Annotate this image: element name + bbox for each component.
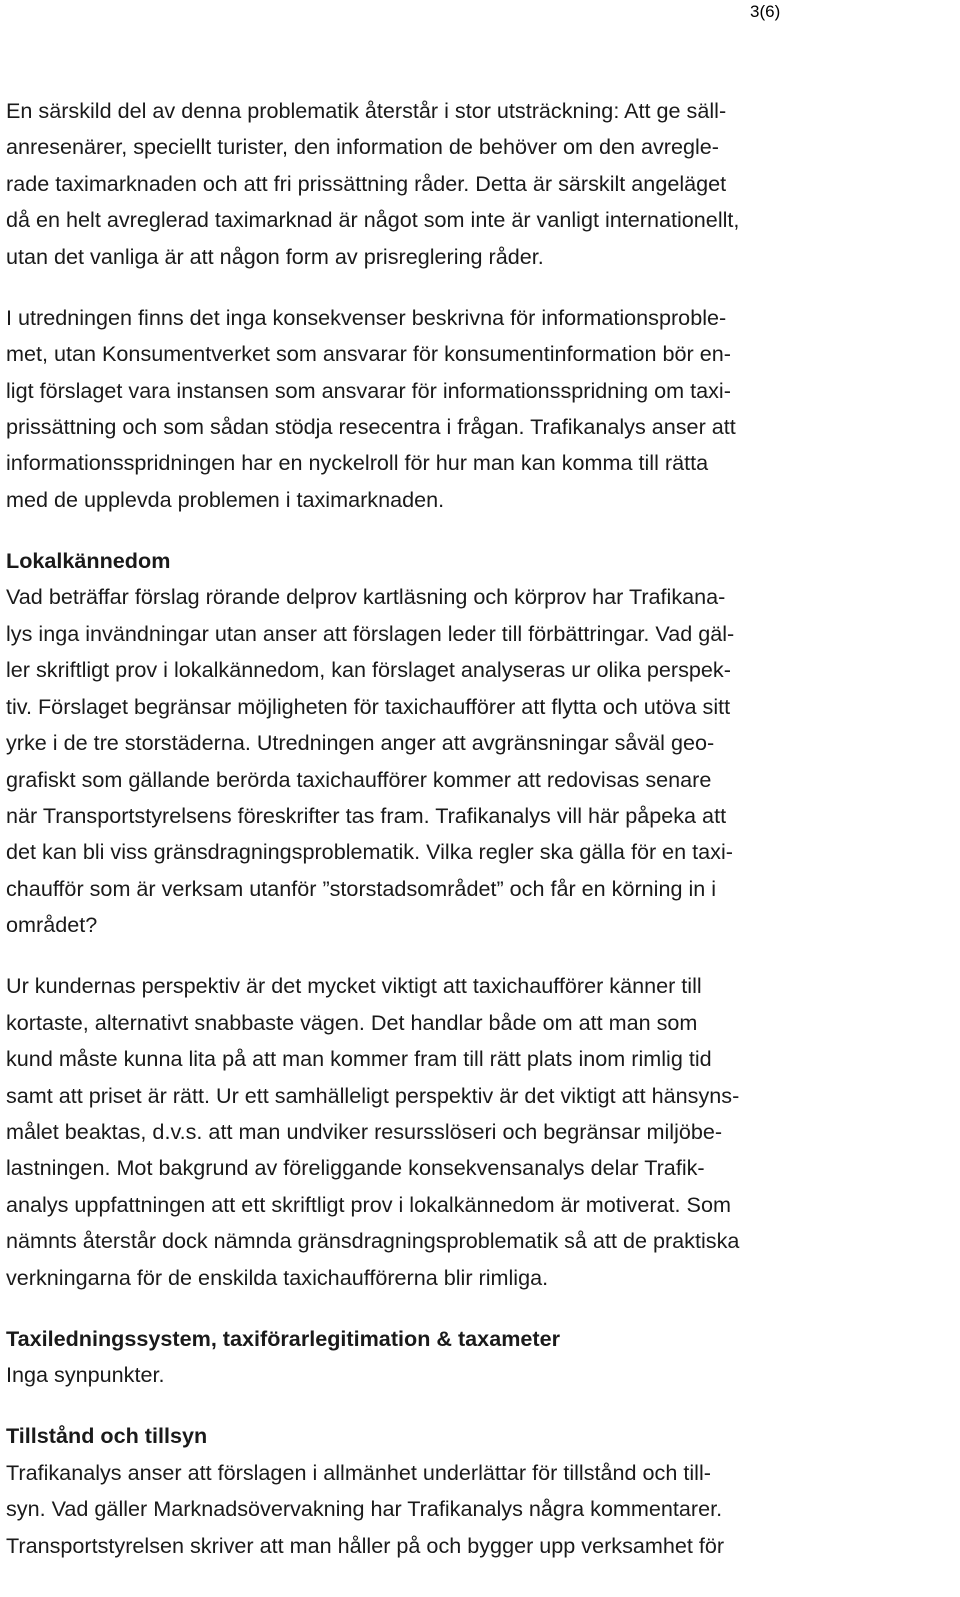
text-line: syn. Vad gäller Marknadsövervakning har Trafikanalys några kommentarer. bbox=[6, 1496, 723, 1522]
text-line: Transportstyrelsen skriver att man håller på och bygger upp verksamhet för bbox=[6, 1532, 725, 1558]
text-line: I utredningen finns det inga konsekvenser beskrivna för informationsproble- bbox=[6, 304, 727, 330]
text-line: Inga synpunkter. bbox=[6, 1362, 165, 1388]
text-line: Ur kundernas perspektiv är det mycket viktigt att taxichaufförer känner till bbox=[6, 973, 702, 999]
text-line: området? bbox=[6, 912, 98, 938]
text-line: Vad beträffar förslag rörande delprov kartläsning och körprov har Trafikana- bbox=[6, 584, 726, 610]
paragraph-information bbox=[6, 300, 941, 518]
text-line: grafiskt som gällande berörda taxichaufförer kommer att redovisas senare bbox=[6, 766, 712, 792]
paragraph-intro bbox=[6, 93, 941, 275]
paragraph-inga-synpunkter bbox=[6, 1357, 941, 1393]
text-line: kund måste kunna lita på att man kommer fram till rätt plats inom rimlig tid bbox=[6, 1046, 712, 1072]
text-line: verkningarna för de enskilda taxichaufförerna blir rimliga. bbox=[6, 1264, 549, 1290]
section-heading-lokalkannedom: Lokalkännedom bbox=[6, 548, 171, 574]
text-line: met, utan Konsumentverket som ansvarar för konsumentinformation bör en- bbox=[6, 341, 731, 367]
page-number: 3(6) bbox=[750, 2, 781, 21]
text-line: lys inga invändningar utan anser att förslagen leder till förbättringar. Vad gäl- bbox=[6, 620, 735, 646]
section-heading-taxiledningssystem: Taxiledningssystem, taxiförarlegitimation & taxameter bbox=[6, 1325, 561, 1351]
text-line: informationsspridningen har en nyckelroll för hur man kan komma till rätta bbox=[6, 450, 709, 476]
paragraph-lokalkannedom bbox=[6, 579, 941, 943]
text-line: analys uppfattningen att ett skriftligt prov i lokalkännedom är motiverat. Som bbox=[6, 1191, 731, 1217]
text-line: kortaste, alternativt snabbaste vägen. Det handlar både om att man som bbox=[6, 1009, 698, 1035]
text-line: prissättning och som sådan stödja resecentra i frågan. Trafikanalys anser att bbox=[6, 414, 736, 440]
document-body bbox=[6, 93, 941, 1564]
text-line: chaufför som är verksam utanför ”storstadsområdet” och får en körning in i bbox=[6, 875, 717, 901]
text-line: ler skriftligt prov i lokalkännedom, kan förslaget analyseras ur olika perspek- bbox=[6, 657, 731, 683]
text-line: samt att priset är rätt. Ur ett samhälleligt perspektiv är det viktigt att hänsyns- bbox=[6, 1082, 740, 1108]
text-line: En särskild del av denna problematik återstår i stor utsträckning: Att ge säll- bbox=[6, 98, 727, 123]
text-line: med de upplevda problemen i taximarknaden. bbox=[6, 486, 445, 512]
text-line: lastningen. Mot bakgrund av föreliggande konsekvensanalys delar Trafik- bbox=[6, 1155, 705, 1181]
text-line: utan det vanliga är att någon form av prisreglering råder. bbox=[6, 243, 544, 269]
text-line: då en helt avreglerad taximarknad är något som inte är vanligt internationellt, bbox=[6, 207, 740, 233]
text-line: rade taximarknaden och att fri prissättning råder. Detta är särskilt angeläget bbox=[6, 170, 727, 196]
text-line: yrke i de tre storstäderna. Utredningen anger att avgränsningar såväl geo- bbox=[6, 730, 715, 756]
text-line: Trafikanalys anser att förslagen i allmänhet underlättar för tillstånd och till- bbox=[6, 1459, 711, 1485]
text-line: nämnts återstår dock nämnda gränsdragningsproblematik så att de praktiska bbox=[6, 1228, 740, 1254]
text-line: det kan bli viss gränsdragningsproblematik. Vilka regler ska gälla för en taxi- bbox=[6, 839, 733, 865]
paragraph-kundperspektiv bbox=[6, 968, 941, 1296]
text-line: tiv. Förslaget begränsar möjligheten för taxichaufförer att flytta och utöva sitt bbox=[6, 693, 731, 719]
text-line: när Transportstyrelsens föreskrifter tas fram. Trafikanalys vill här påpeka att bbox=[6, 802, 727, 828]
section-heading-tillstand-tillsyn: Tillstånd och tillsyn bbox=[6, 1423, 208, 1449]
text-line: anresenärer, speciellt turister, den information de behöver om den avregle- bbox=[6, 134, 719, 160]
text-line: ligt förslaget vara instansen som ansvarar för informationsspridning om taxi- bbox=[6, 377, 731, 403]
text-line: målet beaktas, d.v.s. att man undviker resursslöseri och begränsar miljöbe- bbox=[6, 1118, 723, 1144]
paragraph-tillstand-tillsyn bbox=[6, 1455, 941, 1564]
